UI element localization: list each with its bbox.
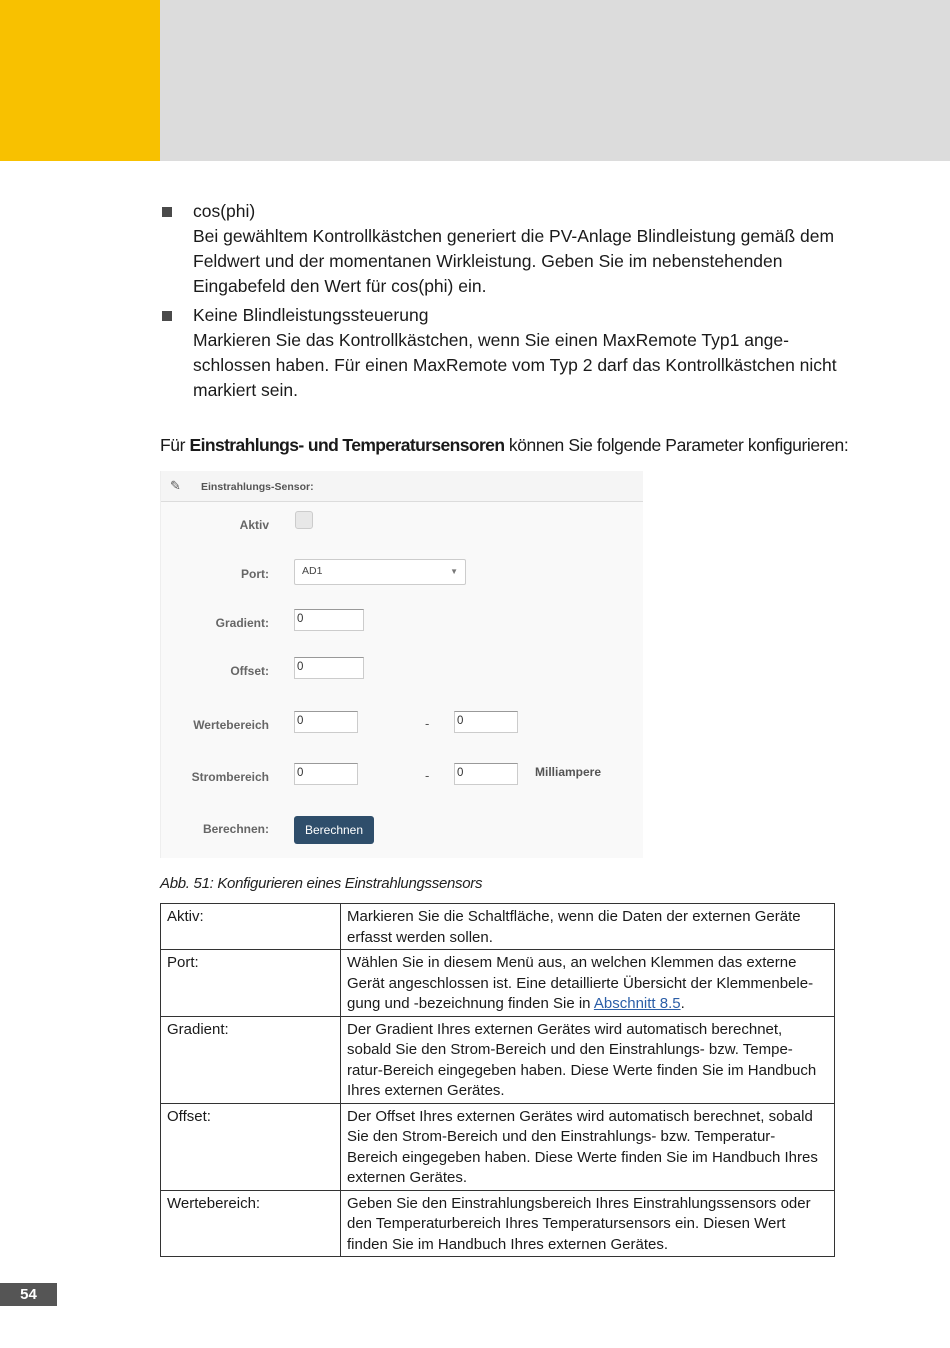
range-dash: - [425, 716, 430, 731]
intro-bold-text: Einstrahlungs- und Temperatursensoren [189, 435, 505, 455]
table-row [161, 1190, 835, 1257]
table-key-cell: Aktiv: [161, 904, 341, 950]
table-key-cell: Offset: [161, 1103, 341, 1190]
section-link[interactable]: Abschnitt 8.5 [593, 995, 681, 1012]
strombereich-label: Strombereich [191, 770, 269, 784]
panel-title: Einstrahlungs-Sensor: [201, 481, 314, 493]
intro-text: Für [160, 435, 190, 455]
table-text-line: Bereich eingegeben haben. Diese Werte finden Sie im Handbuch Ihres [347, 1148, 818, 1166]
bullet-text-line: Feldwert und der momentanen Wirkleistung. Geben Sie im nebenstehenden [193, 251, 783, 271]
strombereich-from-input[interactable] [294, 763, 358, 785]
table-value-cell [341, 950, 835, 1017]
table-value-cell [341, 1103, 835, 1190]
pencil-icon[interactable]: ✎ [170, 478, 181, 493]
table-text-line: den Temperaturbereich Ihres Temperatursensors ein. Diesen Wert [347, 1215, 786, 1232]
table-text-line: finden Sie im Handbuch Ihres externen Gerätes. [347, 1235, 669, 1253]
wertebereich-label: Wertebereich [193, 718, 269, 732]
berechnen-button[interactable]: Berechnen [294, 816, 374, 844]
table-row [161, 950, 835, 1017]
bullet-item [160, 303, 850, 403]
table-value-cell [341, 1016, 835, 1103]
bullet-text-line: schlossen haben. Für einen MaxRemote vom Typ 2 darf das Kontrollkästchen nicht [193, 355, 837, 375]
offset-input[interactable] [294, 657, 364, 679]
table-text-line: ratur-Bereich eingegeben haben. Diese Werte finden Sie im Handbuch [347, 1061, 817, 1079]
bullet-title: cos(phi) [193, 201, 256, 221]
bullet-list [160, 199, 850, 407]
range-dash: - [425, 768, 430, 783]
parameter-table [160, 903, 835, 1257]
panel-header [161, 471, 643, 502]
wertebereich-from-value: 0 [297, 715, 304, 727]
table-text-line: externen Gerätes. [347, 1169, 468, 1186]
strombereich-to-value: 0 [457, 767, 464, 779]
strombereich-to-input[interactable] [454, 763, 518, 785]
table-text-line: Ihres externen Gerätes. [347, 1082, 505, 1099]
table-text-line: erfasst werden sollen. [347, 928, 493, 946]
gradient-label: Gradient: [215, 616, 269, 630]
table-text-line: . [680, 995, 685, 1012]
table-text-line: sobald Sie den Strom-Bereich und den Einstrahlungs- bzw. Tempe- [347, 1041, 793, 1058]
table-key-cell: Wertebereich: [161, 1190, 341, 1257]
table-row [161, 1103, 835, 1190]
gradient-input-value: 0 [297, 613, 304, 625]
wertebereich-to-value: 0 [457, 715, 464, 727]
wertebereich-to-input[interactable] [454, 711, 518, 733]
sensor-config-screenshot [160, 471, 643, 858]
bullet-text-line: Bei gewähltem Kontrollkästchen generiert die PV-Anlage Blindleistung gemäß dem [193, 226, 835, 246]
bullet-text-line: Markieren Sie das Kontrollkästchen, wenn Sie einen MaxRemote Typ1 ange- [193, 330, 789, 350]
bullet-title: Keine Blindleistungssteuerung [193, 305, 429, 325]
table-text-line: Gerät angeschlossen ist. Eine detaillierte Übersicht der Klemmenbele- [347, 974, 814, 992]
gradient-input[interactable] [294, 609, 364, 631]
port-selected-value: AD1 [302, 565, 323, 577]
bullet-item [160, 199, 850, 299]
port-label: Port: [241, 567, 269, 581]
square-bullet-icon [162, 311, 172, 321]
table-text-line: Markieren Sie die Schaltfläche, wenn die Daten der externen Geräte [347, 908, 801, 925]
unit-label: Milliampere [535, 765, 602, 779]
bullet-text-line: Eingabefeld den Wert für cos(phi) ein. [193, 276, 487, 296]
figure-caption: Abb. 51: Konfigurieren eines Einstrahlungssensors [160, 875, 483, 892]
wertebereich-from-input[interactable] [294, 711, 358, 733]
bullet-text-line: markiert sein. [193, 380, 299, 400]
aktiv-label: Aktiv [239, 518, 269, 532]
intro-text: können Sie folgende Parameter konfigurieren: [504, 435, 849, 455]
chevron-down-icon: ▼ [450, 567, 458, 576]
intro-paragraph [160, 435, 860, 456]
header-accent-block [0, 0, 160, 161]
table-text-line: Geben Sie den Einstrahlungsbereich Ihres Einstrahlungssensors oder [347, 1194, 811, 1212]
table-row [161, 1016, 835, 1103]
table-text-line: Der Offset Ihres externen Gerätes wird automatisch berechnet, sobald [347, 1107, 813, 1125]
offset-input-value: 0 [297, 661, 304, 673]
table-text-line: gung und -bezeichnung finden Sie in [347, 995, 594, 1012]
table-value-cell [341, 1190, 835, 1257]
table-key-cell: Port: [161, 950, 341, 1017]
berechnen-label: Berechnen: [202, 822, 269, 836]
table-text-line: Der Gradient Ihres externen Gerätes wird automatisch berechnet, [347, 1020, 783, 1038]
offset-label: Offset: [230, 664, 269, 678]
square-bullet-icon [162, 207, 172, 217]
port-select[interactable] [294, 559, 466, 585]
table-text-line: Sie den Strom-Bereich und den Einstrahlungs- bzw. Temperatur- [347, 1128, 776, 1145]
table-row [161, 904, 835, 950]
table-text-line: Wählen Sie in diesem Menü aus, an welchen Klemmen das externe [347, 954, 797, 971]
aktiv-checkbox[interactable] [295, 511, 313, 529]
table-value-cell [341, 904, 835, 950]
page-number: 54 [0, 1283, 57, 1306]
table-key-cell: Gradient: [161, 1016, 341, 1103]
header-bar [160, 0, 950, 161]
strombereich-from-value: 0 [297, 767, 304, 779]
